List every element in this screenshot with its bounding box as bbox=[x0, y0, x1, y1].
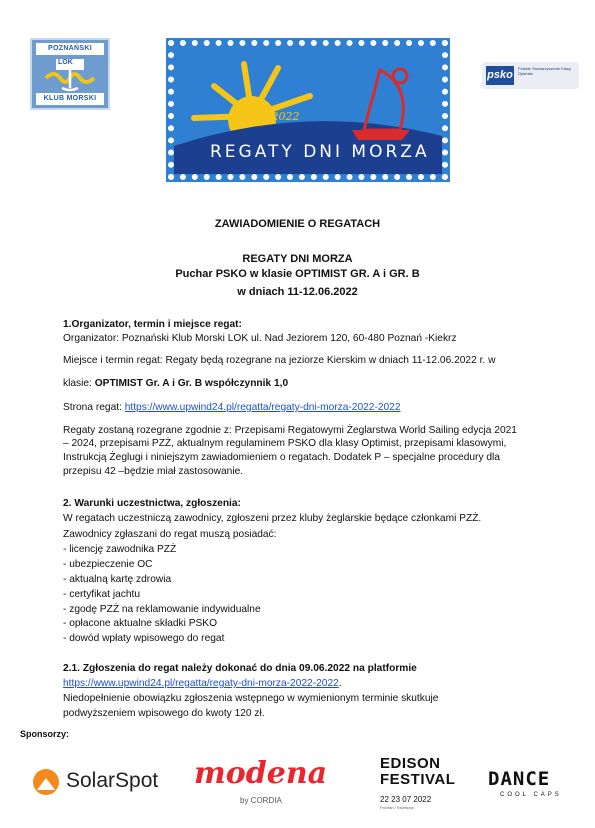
s21-note-2: podwyższeniem wpisowego do kwoty 120 zł. bbox=[63, 708, 265, 719]
s1-rules-line-1: Regaty zostaną rozegrane zgodnie z: Przepisami Regatowymi Żeglarstwa World Sailing edycja 2021 bbox=[63, 425, 517, 436]
s2-item: - dowód wpłaty wpisowego do regat bbox=[63, 633, 225, 644]
psko-text: Polskie Stowarzyszenie Klasy Optimist bbox=[518, 66, 571, 76]
s1-class-value: OPTIMIST Gr. A i Gr. B współczynnik 1,0 bbox=[94, 378, 289, 389]
s1-class bbox=[63, 377, 288, 390]
s1-site-prefix: Strona regat: bbox=[63, 402, 125, 413]
edison-line-2: FESTIVAL bbox=[380, 771, 456, 788]
s21-note-1: Niedopełnienie obowiązku zgłoszenia wstępnego w wymienionym terminie skutkuje bbox=[63, 693, 439, 704]
s1-site-link[interactable]: https://www.upwind24.pl/regatta/regaty-dni-morza-2022-2022 bbox=[124, 402, 401, 413]
s2-item: - certyfikat jachtu bbox=[63, 589, 140, 600]
psko-logo bbox=[482, 62, 579, 89]
s2-intro-1: W regatach uczestniczą zawodnicy, zgłoszeni przez kluby żeglarskie będące członkami PZŻ. bbox=[63, 513, 482, 524]
banner-title: REGATY DNI MORZA bbox=[210, 142, 430, 162]
s21-heading: 2.1. Zgłoszenia do regat należy dokonać do dnia 09.06.2022 na platformie bbox=[63, 663, 417, 674]
dance-name: DANCE bbox=[488, 768, 551, 790]
psko-mark: psko bbox=[486, 66, 514, 85]
edison-place: Poznań / Strzeszyn bbox=[380, 805, 415, 810]
s1-heading: 1.Organizator, termin i miejsce regat: bbox=[63, 319, 242, 330]
notice-title-3: w dniach 11-12.06.2022 bbox=[237, 286, 358, 298]
s1-rules-line-2: – 2024, przepisami PZŻ, aktualnym regulaminem PSKO dla klasy Optimist, przepisami klasowymi, bbox=[63, 438, 507, 449]
s2-item: - ubezpieczenie OC bbox=[63, 559, 153, 570]
solarspot-icon bbox=[32, 768, 60, 796]
s21-link[interactable]: https://www.upwind24.pl/regatta/regaty-dni-morza-2022-2022 bbox=[63, 678, 339, 689]
s2-item: - zgodę PZŻ na reklamowanie indywidualne bbox=[63, 604, 261, 615]
s2-heading: 2. Warunki uczestnictwa, zgłoszenia: bbox=[63, 498, 241, 509]
s1-place: Miejsce i termin regat: Regaty będą rozegrane na jeziorze Kierskim w dniach 11-12.06.2022 r. w bbox=[63, 355, 496, 366]
s21-url-line bbox=[63, 677, 342, 690]
s2-item: - aktualną kartę zdrowia bbox=[63, 574, 172, 585]
notice-title-1: REGATY DNI MORZA bbox=[242, 253, 353, 265]
sponsor-modena bbox=[192, 756, 332, 808]
s1-rules-line-4: przepisu 42 –będzie miał zastosowanie. bbox=[63, 466, 244, 477]
modena-by: by CORDIA bbox=[240, 796, 282, 805]
s2-intro-2: Zawodnicy zgłaszani do regat muszą posiadać: bbox=[63, 529, 277, 540]
club-logo bbox=[30, 38, 110, 110]
edison-date: 22 23 07 2022 bbox=[380, 795, 432, 804]
regatta-banner bbox=[168, 40, 448, 180]
club-logo-bottom-text: KLUB MORSKI bbox=[36, 93, 104, 105]
s2-item: - opłacone aktualne składki PSKO bbox=[63, 618, 218, 629]
banner-script-text: Kiekrz 2022 bbox=[232, 110, 300, 123]
s1-organizer: Organizator: Poznański Klub Morski LOK ul. Nad Jeziorem 120, 60-480 Poznań -Kiekrz bbox=[63, 333, 457, 344]
sponsor-dance-cool-caps bbox=[486, 768, 576, 802]
sponsor-edison-festival bbox=[380, 756, 458, 812]
edison-line-1: EDISON bbox=[380, 755, 441, 772]
sponsors-label: Sponsorzy: bbox=[20, 729, 70, 739]
solarspot-name: SolarSpot bbox=[66, 769, 159, 792]
s1-class-prefix: klasie: bbox=[63, 378, 95, 389]
s21-url-suffix: . bbox=[338, 678, 342, 689]
s2-item: - licencję zawodnika PZŻ bbox=[63, 544, 177, 555]
club-logo-mid-text: LOK bbox=[58, 59, 73, 66]
modena-name: modena bbox=[194, 756, 328, 791]
club-logo-top-text: POZNAŃSKI bbox=[36, 43, 104, 55]
dance-sub: COOL CAPS bbox=[500, 792, 562, 798]
sponsor-solarspot bbox=[32, 766, 182, 800]
s1-site bbox=[63, 401, 401, 414]
notice-heading: ZAWIADOMIENIE O REGATACH bbox=[214, 218, 381, 230]
notice-title-2: Puchar PSKO w klasie OPTIMIST GR. A i GR. B bbox=[175, 268, 420, 280]
s1-rules-line-3: Instrukcją Żeglugi i niniejszym zawiadomieniem o regatach. Dodatek P – specjalne procedury dla bbox=[63, 452, 500, 463]
